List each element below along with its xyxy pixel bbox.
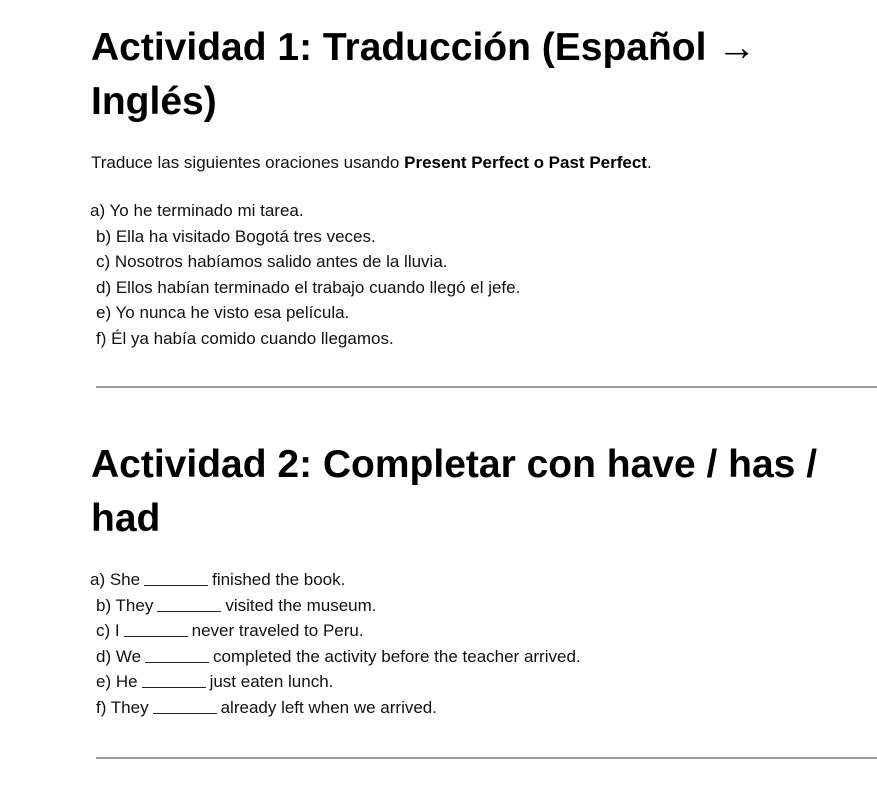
section-divider (96, 757, 877, 759)
list-item: b) Ella ha visitado Bogotá tres veces. (96, 226, 376, 246)
activity-2-list (90, 567, 581, 720)
fill-in-blank (124, 621, 188, 637)
item-prefix: e) He (96, 672, 138, 691)
activity-1-heading (91, 21, 871, 129)
activity-1-list (90, 198, 520, 351)
list-item: d) Ellos habían terminado el trabajo cuando llegó el jefe. (96, 277, 521, 297)
instructions-prefix: Traduce las siguientes oraciones usando (91, 153, 405, 172)
item-suffix: completed the activity before the teacher arrived. (213, 646, 581, 666)
item-suffix: never traveled to Peru. (191, 621, 364, 640)
section-divider (96, 386, 877, 388)
item-prefix: f) They (96, 697, 149, 717)
list-item (90, 593, 581, 619)
list-item (90, 695, 581, 721)
list-item (90, 669, 581, 695)
list-item: a) Yo he terminado mi tarea. (90, 201, 304, 220)
item-suffix: already left when we arrived. (220, 697, 437, 717)
activity-1-instructions (91, 151, 652, 175)
activity-2-heading (91, 438, 871, 546)
activity-1-heading-line1: Actividad 1: Traducción (Español → (91, 26, 757, 69)
activity-2-heading-line1: Actividad 2: Completar con have / has / (91, 443, 818, 486)
item-prefix: d) We (96, 646, 142, 666)
item-suffix: visited the museum. (225, 595, 377, 615)
list-item (90, 644, 581, 670)
item-suffix: just eaten lunch. (209, 672, 334, 691)
list-item: e) Yo nunca he visto esa película. (96, 303, 350, 322)
list-item (90, 618, 581, 644)
item-prefix: a) She (90, 570, 141, 589)
fill-in-blank (142, 672, 206, 688)
item-prefix: b) They (96, 595, 154, 615)
fill-in-blank (157, 596, 221, 612)
activity-1-heading-line2: Inglés) (91, 80, 217, 123)
list-item: c) Nosotros habíamos salido antes de la lluvia. (96, 252, 448, 271)
instructions-suffix: . (646, 153, 652, 172)
item-prefix: c) I (96, 621, 120, 640)
list-item: f) Él ya había comido cuando llegamos. (96, 328, 394, 348)
fill-in-blank (153, 698, 217, 714)
item-suffix: finished the book. (212, 570, 346, 589)
instructions-bold: Present Perfect o Past Perfect (404, 153, 647, 172)
list-item (90, 567, 581, 593)
fill-in-blank (145, 647, 209, 663)
activity-2-heading-line2: had (91, 497, 161, 540)
fill-in-blank (144, 570, 208, 586)
